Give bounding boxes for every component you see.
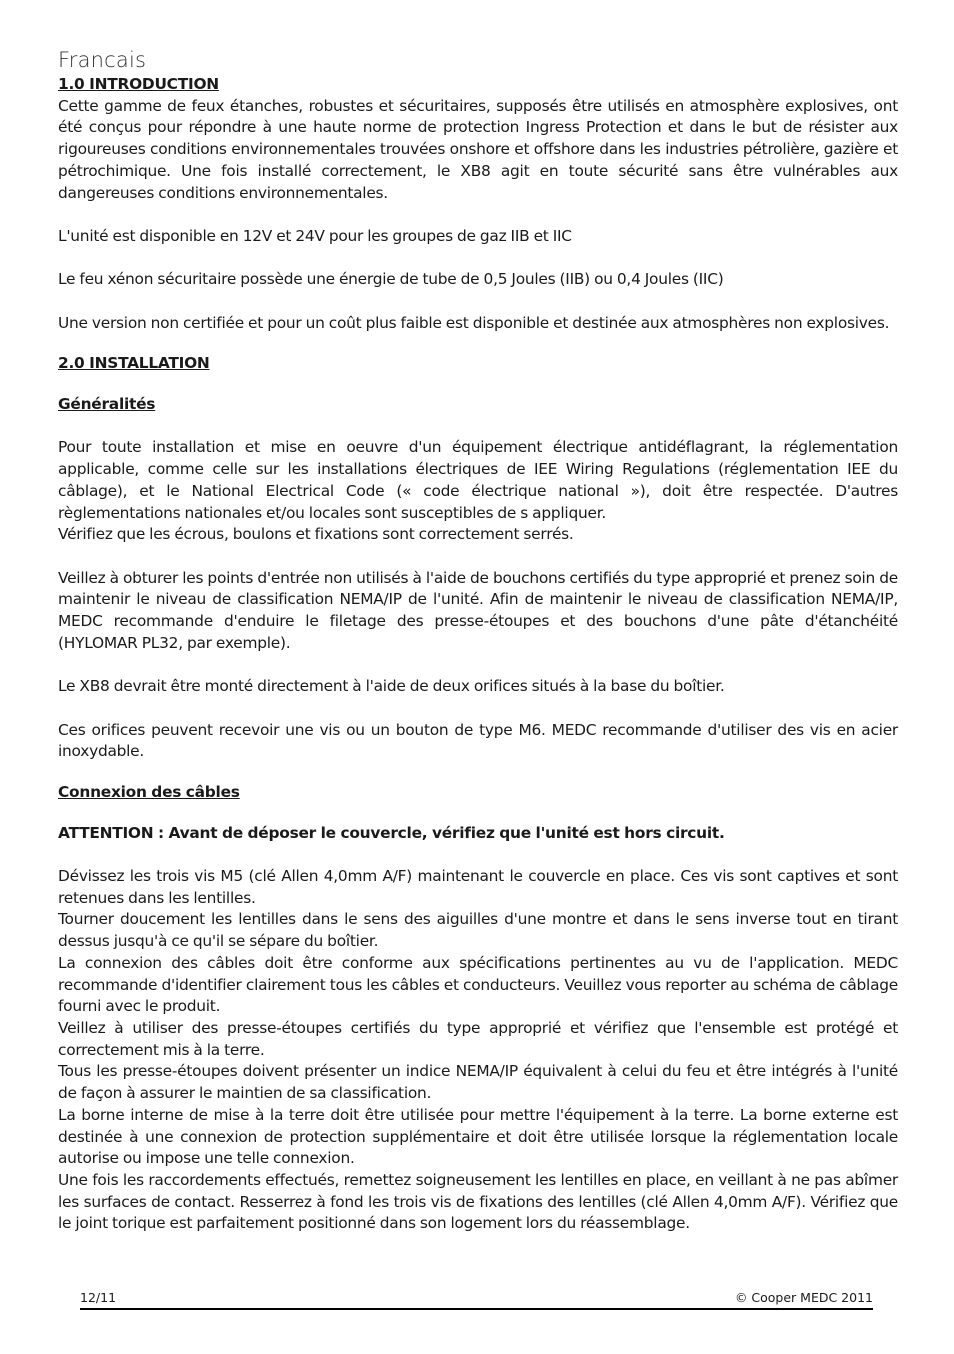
subheading-general: Généralités bbox=[58, 395, 156, 414]
paragraph: Cette gamme de feux étanches, robustes et sécuritaires, supposés être utilisés en atmosphère explosives, ont été conçus pour répondre à une haute norme de protection Ingress Protection et dans le but de résister aux rigoureuses conditions environnementales trouvées onshore et offshore dans les industries pétrolière, gazière et pétrochimique. Une fois installé correctement, le XB8 agit en toute sécurité sans être vulnérables aux dangereuses conditions environnementales. bbox=[58, 96, 898, 202]
section-heading-installation: 2.0 INSTALLATION bbox=[58, 354, 210, 373]
paragraph: Le feu xénon sécuritaire possède une énergie de tube de 0,5 Joules (IIB) ou 0,4 Joules (IIC) bbox=[58, 270, 724, 289]
warning-text: ATTENTION : Avant de déposer le couvercle, vérifiez que l'unité est hors circuit. bbox=[58, 823, 725, 842]
paragraph: La connexion des câbles doit être conforme aux spécifications pertinentes au vu de l'application. MEDC recommande d'identifier clairement tous les câbles et conducteurs. Veuillez vous reporter au schéma de câblage fourni avec le produit. bbox=[58, 953, 898, 1016]
paragraph: Dévissez les trois vis M5 (clé Allen 4,0mm A/F) maintenant le couvercle en place. Ces vis sont captives et sont retenues dans les lentilles. bbox=[58, 867, 898, 907]
subheading-cable-connection: Connexion des câbles bbox=[58, 782, 240, 801]
paragraph: Veillez à obturer les points d'entrée non utilisés à l'aide de bouchons certifiés du type approprié et prenez soin de maintenir le niveau de classification NEMA/IP de l'unité. Afin de maintenir le niveau de classification NEMA/IP, MEDC recommande d'enduire le filetage des presse-étoupes et des bouchons d'une pâte d'étanchéité (HYLOMAR PL32, par exemple). bbox=[58, 568, 898, 652]
page-title: Francais bbox=[58, 48, 147, 72]
paragraph: Ces orifices peuvent recevoir une vis ou un bouton de type M6. MEDC recommande d'utiliser des vis en acier inoxydable. bbox=[58, 720, 898, 761]
paragraph: Pour toute installation et mise en oeuvre d'un équipement électrique antidéflagrant, la réglementation applicable, comme celle sur les installations électriques de IEE Wiring Regulations (réglementation IEE du câblage), et le National Electrical Code (« code électrique national »), doit être respectée. D'autres règlementations nationales et/ou locales sont susceptibles de s appliquer. bbox=[58, 438, 898, 522]
paragraph: Le XB8 devrait être monté directement à l'aide de deux orifices situés à la base du boîtier. bbox=[58, 677, 725, 696]
document-body bbox=[58, 74, 898, 1235]
footer-date: 12/11 bbox=[80, 1290, 117, 1305]
page-footer bbox=[80, 1290, 873, 1310]
paragraph: Une version non certifiée et pour un coût plus faible est disponible et destinée aux atmosphères non explosives. bbox=[58, 313, 890, 332]
paragraph: Une fois les raccordements effectués, remettez soigneusement les lentilles en place, en veillant à ne pas abîmer les surfaces de contact. Resserrez à fond les trois vis de fixations des lentilles (clé Allen 4,0mm A/F). Vérifiez que le joint torique est parfaitement positionné dans son logement lors du réassemblage. bbox=[58, 1170, 898, 1233]
section-heading-introduction: 1.0 INTRODUCTION bbox=[58, 75, 219, 93]
paragraph: Veillez à utiliser des presse-étoupes certifiés du type approprié et vérifiez que l'ensemble est protégé et correctement mis à la terre. bbox=[58, 1019, 898, 1059]
paragraph: Vérifiez que les écrous, boulons et fixations sont correctement serrés. bbox=[58, 525, 574, 544]
paragraph: Tous les presse-étoupes doivent présenter un indice NEMA/IP équivalent à celui du feu et être intégrés à l'unité de façon à assurer le maintien de sa classification. bbox=[58, 1062, 898, 1103]
paragraph: L'unité est disponible en 12V et 24V pour les groupes de gaz IIB et IIC bbox=[58, 226, 572, 245]
paragraph: Tourner doucement les lentilles dans le sens des aiguilles d'une montre et dans le sens inverse tout en tirant dessus jusqu'à ce qu'il se sépare du boîtier. bbox=[58, 910, 898, 951]
footer-copyright: © Cooper MEDC 2011 bbox=[734, 1290, 873, 1305]
paragraph: La borne interne de mise à la terre doit être utilisée pour mettre l'équipement à la terre. La borne externe est destinée à une connexion de protection supplémentaire et doit être utilisée lorsque la réglementation locale autorise ou impose une telle connexion. bbox=[58, 1105, 898, 1168]
